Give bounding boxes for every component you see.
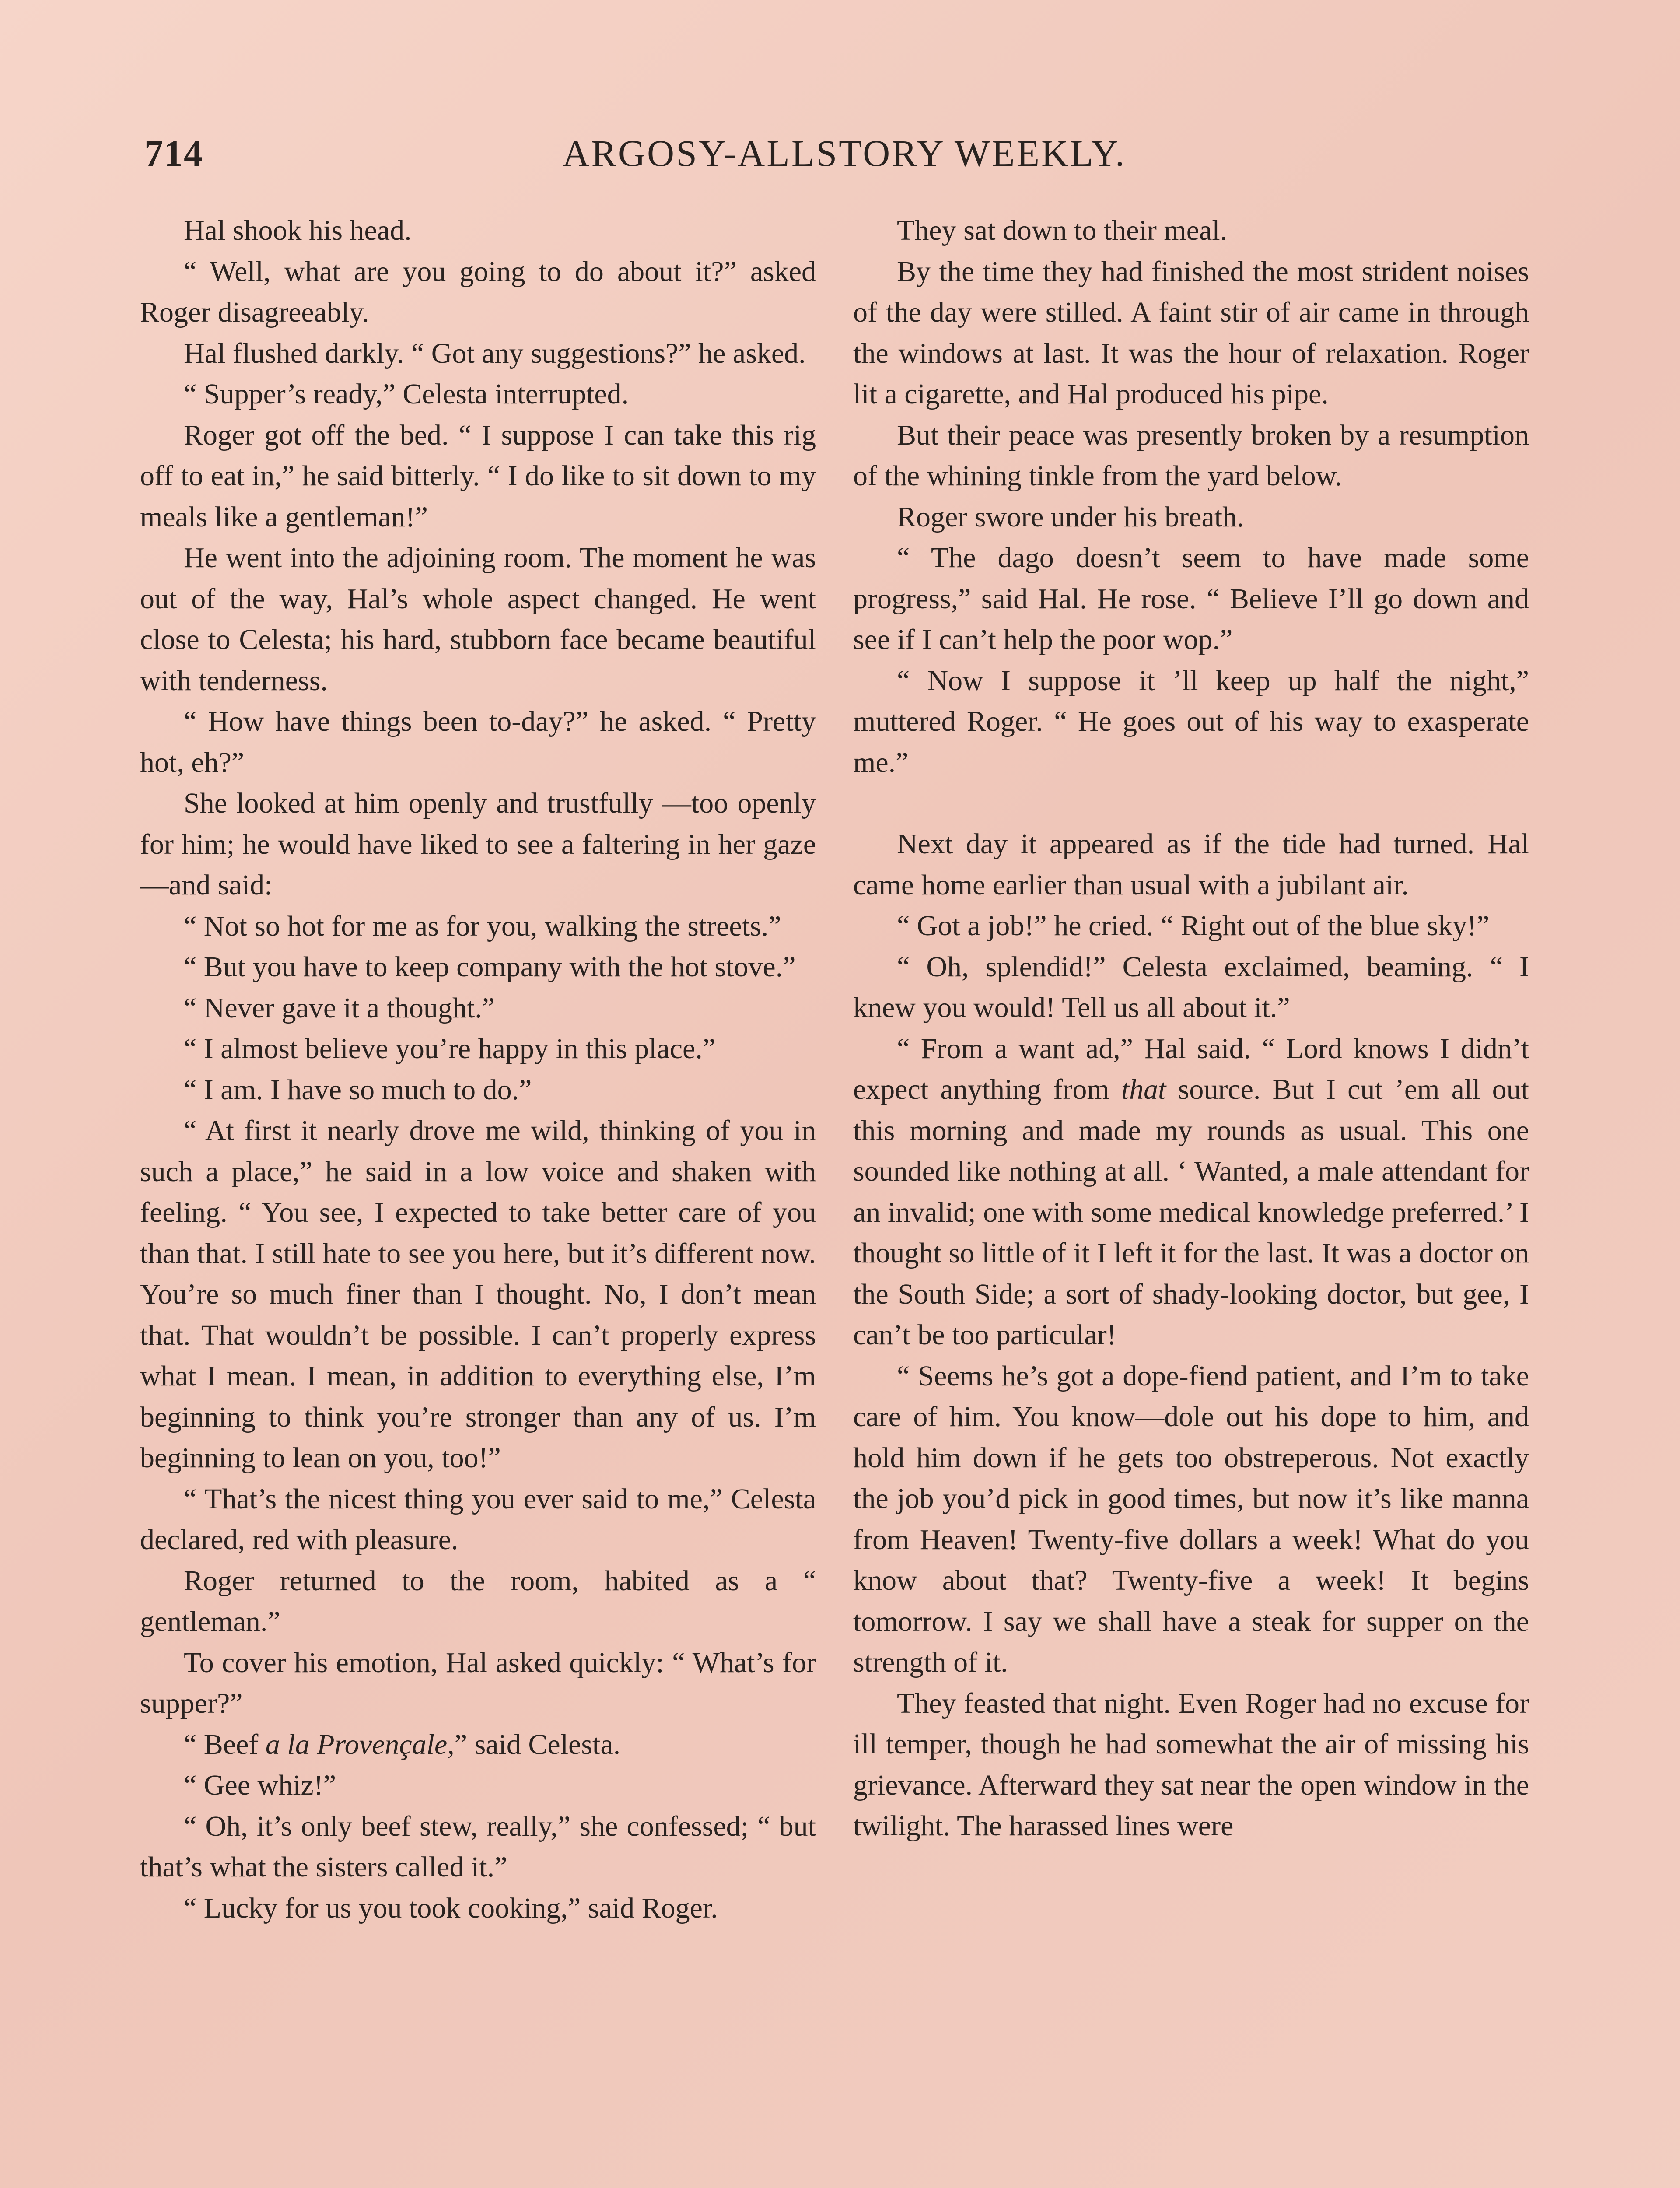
paragraph-beef — [140, 1724, 816, 1765]
paragraph: “ Oh, it’s only beef stew, really,” she confessed; “ but that’s what the sisters called it.” — [140, 1810, 816, 1883]
paragraph: He went into the adjoining room. The moment he was out of the way, Hal’s whole aspect changed. He went close to Celesta; his hard, stubborn face became beautiful with tenderness. — [140, 542, 816, 697]
paragraph: “ Lucky for us you took cooking,” said Roger. — [184, 1892, 718, 1924]
beef-close: ” said Celesta. — [454, 1728, 621, 1760]
page-number: 714 — [144, 132, 203, 174]
paragraph: “ Oh, splendid!” Celesta exclaimed, beaming. “ I knew you would! Tell us all about it.” — [853, 950, 1529, 1024]
paragraph: Roger got off the bed. “ I suppose I can take this rig off to eat in,” he said bitterly. “ I do like to sit down to my meals like a gentleman!” — [140, 419, 816, 533]
paragraph: Hal flushed darkly. “ Got any suggestions?” he asked. — [184, 337, 806, 369]
paragraph: By the time they had finished the most strident noises of the day were stilled. A faint stir of air came in through the windows at last. It was the hour of relaxation. Roger lit a cigarette, and Hal produced his pipe. — [853, 255, 1529, 410]
paragraph: “ Well, what are you going to do about it?” asked Roger disagreeably. — [140, 255, 816, 328]
paragraph: But their peace was presently broken by a resumption of the whining tinkle from the yard below. — [853, 419, 1529, 492]
paragraph: “ Seems he’s got a dope-fiend patient, and I’m to take care of him. You know—dole out his dope to him, and hold him down if he gets too obstreperous. Not exactly the job you’d pick in good times, but now it’s like manna from Heaven! Twenty-five dollars a week! What do you know about that? Twenty-five a week! It begins tomorrow. I say we shall have a steak for supper on the strength of it. — [853, 1360, 1529, 1678]
page-header — [144, 131, 1544, 184]
want-ad-before: “ From a want ad,” Hal said. “ Lord knows I didn’t expect anything from — [853, 1032, 1529, 1105]
paragraph: “ How have things been to-day?” he asked. “ Pretty hot, eh?” — [140, 705, 816, 778]
left-column — [140, 210, 816, 1929]
paragraph: “ Now I suppose it ’ll keep up half the night,” muttered Roger. “ He goes out of his way to exasperate me.” — [853, 664, 1529, 778]
paragraph: They feasted that night. Even Roger had no excuse for ill temper, though he had somewhat the air of missing his grievance. Afterward they sat near the open window in the twilight. The harassed lines were — [853, 1687, 1529, 1842]
paragraph-want-ad — [853, 1028, 1529, 1356]
paragraph: Roger swore under his breath. — [897, 501, 1244, 533]
paragraph: To cover his emotion, Hal asked quickly: “ What’s for supper?” — [140, 1646, 816, 1719]
paragraph: “ Gee whiz!” — [184, 1769, 336, 1801]
paragraph: “ The dago doesn’t seem to have made some progress,” said Hal. He rose. “ Believe I’ll go down and see if I can’t help the poor wop.” — [853, 542, 1529, 656]
right-column — [853, 210, 1529, 1847]
paragraph: “ Never gave it a thought.” — [184, 992, 495, 1024]
running-head: ARGOSY-ALLSTORY WEEKLY. — [562, 132, 1127, 174]
want-ad-after: source. But I cut ’em all out this morning and made my rounds as usual. This one sounded like nothing at all. ‘ Wanted, a male attendant for an invalid; one with some medical knowledge preferred.’ I thought so little of it I left it for the last. It was a doctor on the South Side; a sort of shady-looking doctor, but gee, I can’t be too particular! — [853, 1073, 1529, 1351]
beef-open: “ Beef — [184, 1728, 266, 1760]
paragraph: Next day it appeared as if the tide had turned. Hal came home earlier than usual with a jubilant air. — [853, 828, 1529, 901]
paragraph: “ That’s the nicest thing you ever said to me,” Celesta declared, red with pleasure. — [140, 1483, 816, 1556]
paragraph: She looked at him openly and trustfully —too openly for him; he would have liked to see a faltering in her gaze—and said: — [140, 787, 816, 901]
paragraph: They sat down to their meal. — [897, 214, 1228, 246]
paragraph: “ Got a job!” he cried. “ Right out of the blue sky!” — [897, 910, 1490, 942]
paragraph: Roger returned to the room, habited as a “ gentleman.” — [140, 1564, 816, 1637]
paragraph: “ Not so hot for me as for you, walking the streets.” — [184, 910, 781, 942]
beef-italic: a la Provençale, — [265, 1728, 455, 1760]
want-ad-italic: that — [1121, 1073, 1166, 1105]
paragraph: “ I am. I have so much to do.” — [184, 1073, 532, 1106]
paragraph: “ But you have to keep company with the hot stove.” — [184, 951, 796, 983]
paragraph: “ At first it nearly drove me wild, thinking of you in such a place,” he said in a low voice and shaken with feeling. “ You see, I expected to take better care of you than that. I still hate to see you here, but it’s different now. You’re so much finer than I thought. No, I don’t mean that. That wouldn’t be possible. I can’t properly express what I mean. I mean, in addition to everything else, I’m beginning to think you’re stronger than any of us. I’m beginning to lean on you, too!” — [140, 1115, 816, 1474]
paragraph: Hal shook his head. — [184, 214, 412, 246]
paragraph: “ I almost believe you’re happy in this place.” — [184, 1033, 716, 1065]
paragraph: “ Supper’s ready,” Celesta interrupted. — [184, 378, 629, 410]
